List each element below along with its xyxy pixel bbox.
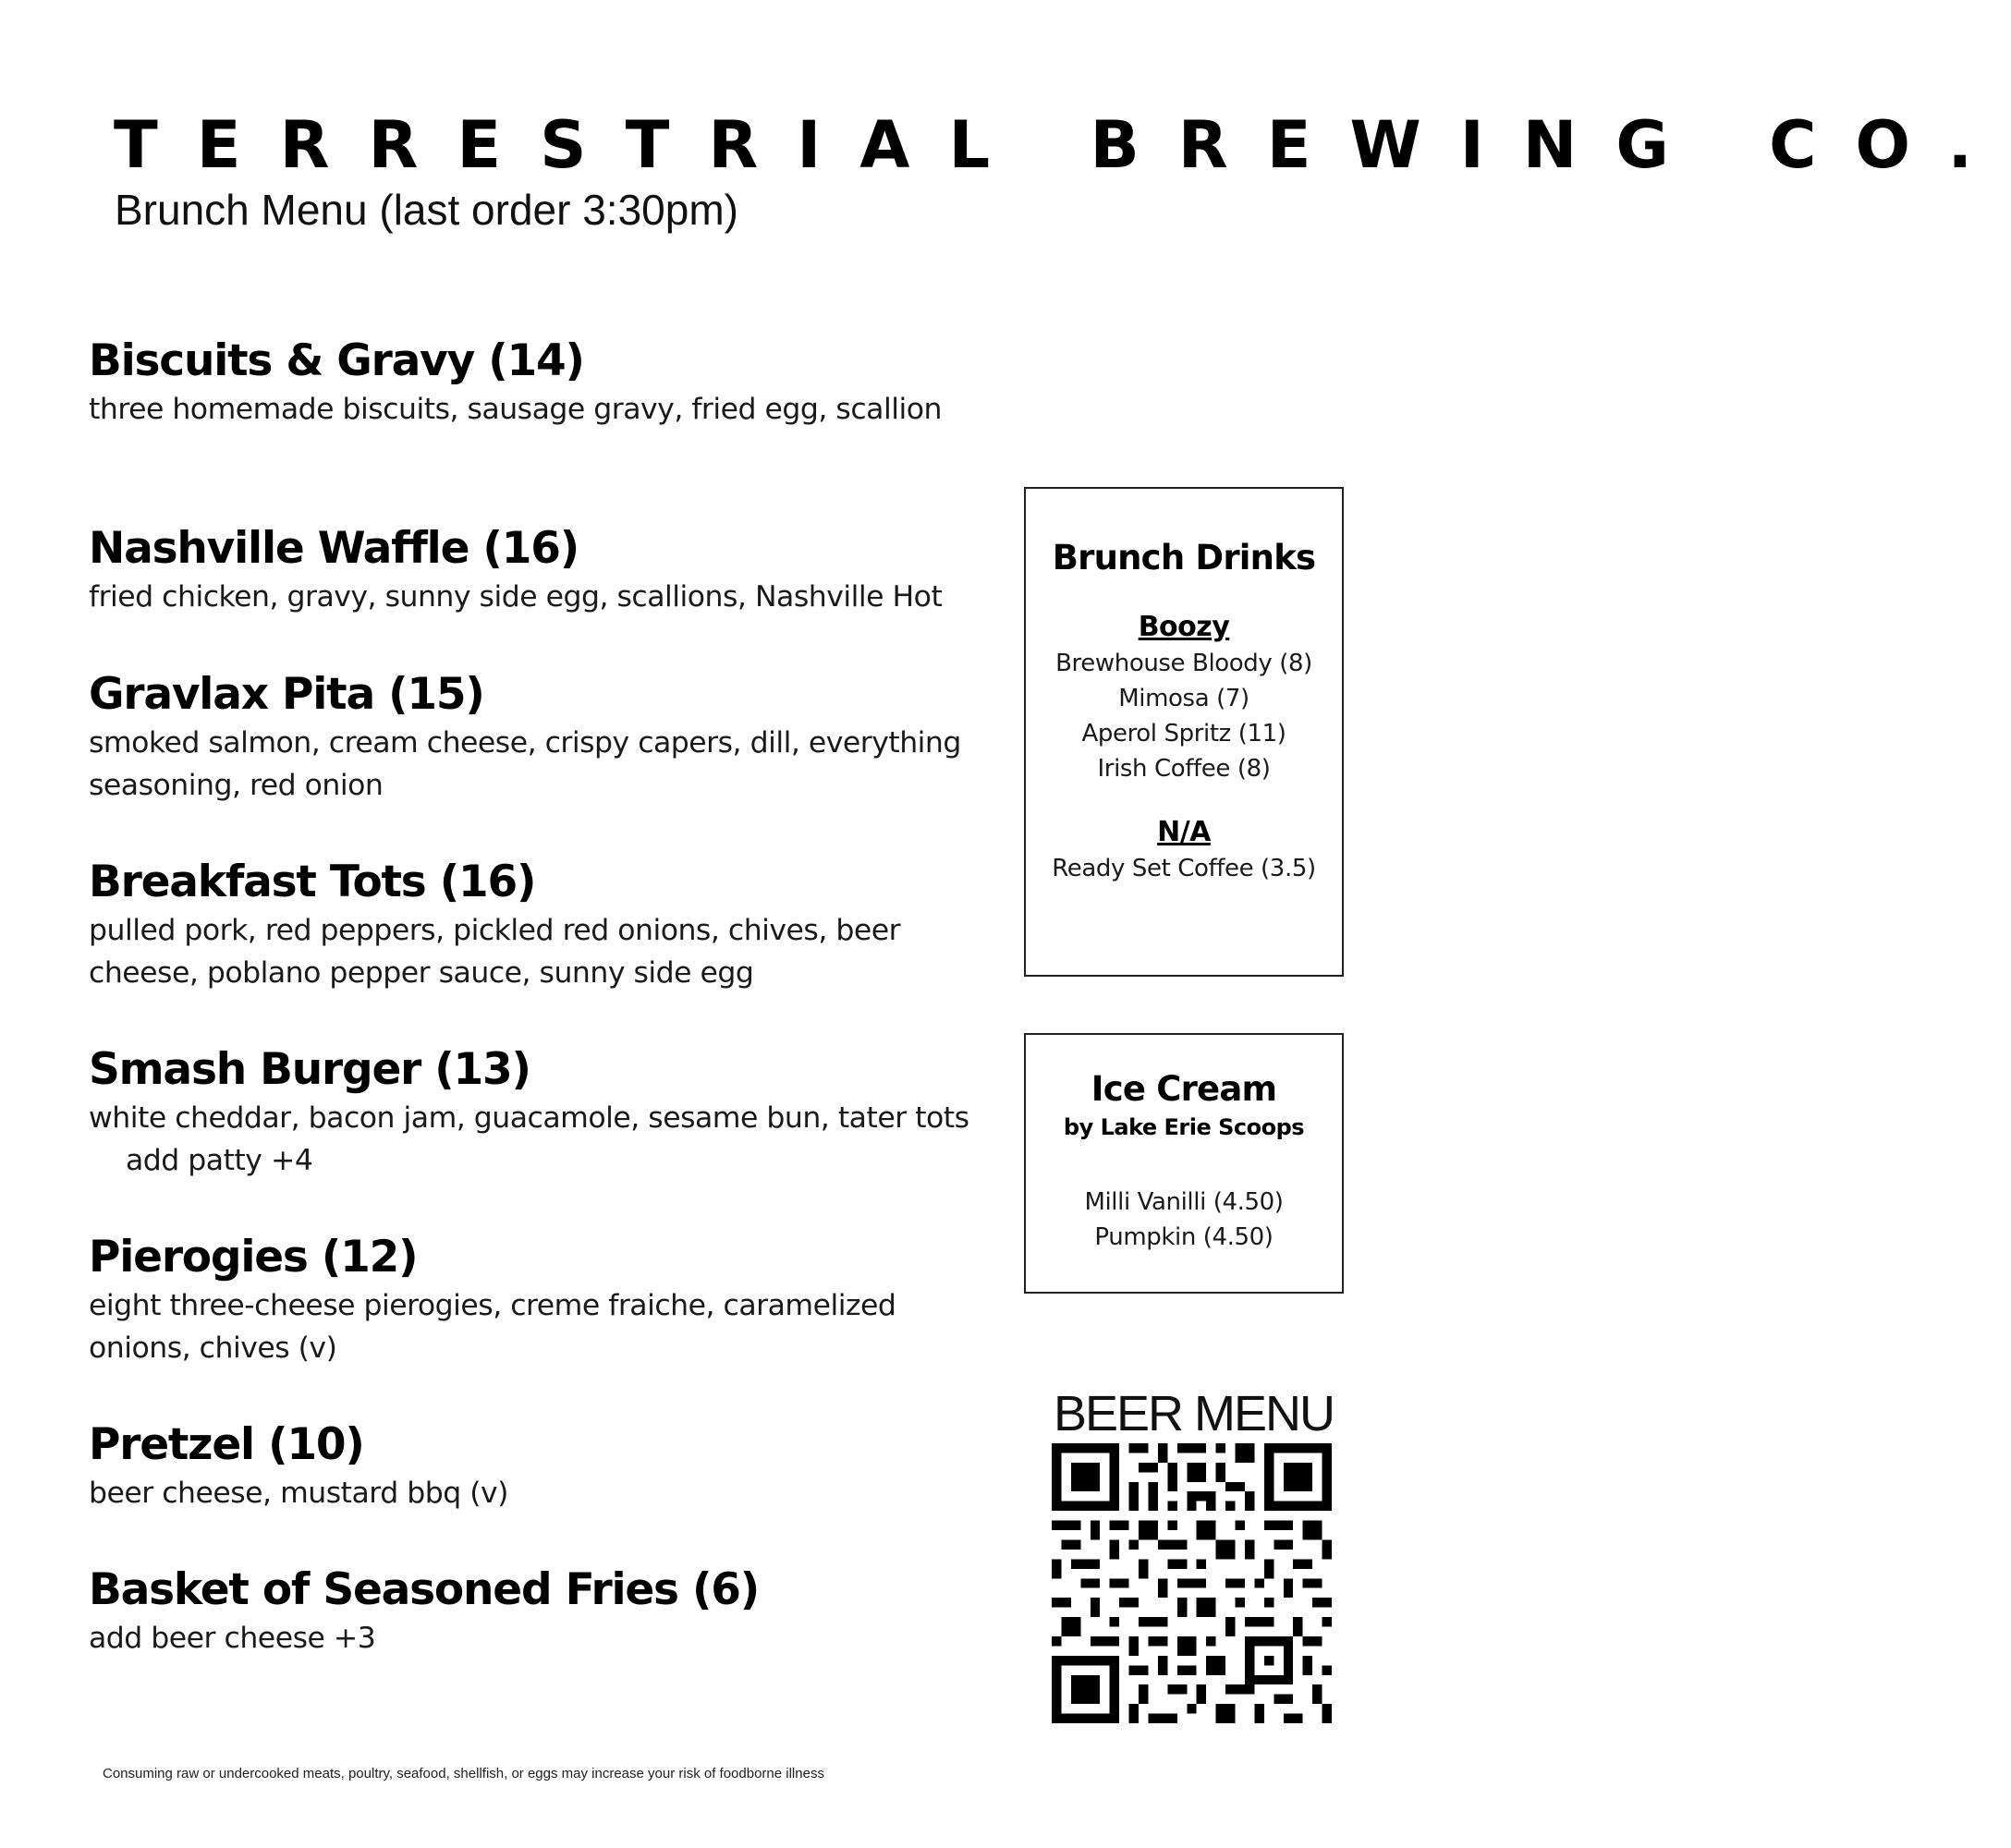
menu-item-gravlax-pita	[89, 668, 1004, 807]
qr-code-icon[interactable]	[1052, 1443, 1332, 1723]
ice-cream-item: Pumpkin (4.50)	[1094, 1223, 1274, 1251]
menu-item-description: smoked salmon, cream cheese, crispy capers, dill, everything seasoning, red onion	[89, 726, 961, 802]
menu-item-description: pulled pork, red peppers, pickled red onions, chives, beer cheese, poblano pepper sauce, sunny side egg	[89, 914, 901, 990]
menu-item-name: Nashville Waffle (16)	[89, 523, 579, 574]
menu-item-name: Breakfast Tots (16)	[89, 857, 536, 907]
menu-item-name: Pretzel (10)	[89, 1419, 364, 1470]
beer-menu-label: BEER MENU	[1054, 1386, 1335, 1441]
menu-item-breakfast-tots	[89, 856, 1004, 994]
menu-item-pretzel	[89, 1418, 1004, 1514]
menu-item-pierogies	[89, 1231, 1004, 1369]
menu-item-description: eight three-cheese pierogies, creme fraiche, caramelized onions, chives (v)	[89, 1289, 896, 1365]
page-subtitle: Brunch Menu (last order 3:30pm)	[115, 186, 738, 234]
boozy-heading: Boozy	[1138, 611, 1230, 643]
ice-cream-box	[1024, 1033, 1344, 1294]
ice-cream-title: Ice Cream	[1091, 1069, 1277, 1109]
menu-item-biscuits-gravy	[89, 334, 1004, 431]
footer-disclaimer: Consuming raw or undercooked meats, poultry, seafood, shellfish, or eggs may increase your risk of foodborne illness	[103, 1766, 824, 1781]
menu-item-name: Gravlax Pita (15)	[89, 669, 484, 720]
menu-item-description: add beer cheese +3	[89, 1622, 376, 1655]
page-title: TERRESTRIAL BREWING CO.	[114, 107, 2011, 183]
menu-item-addon: add patty +4	[126, 1144, 313, 1177]
na-heading: N/A	[1157, 816, 1211, 848]
menu-item-description: three homemade biscuits, sausage gravy, fried egg, scallion	[89, 393, 942, 426]
menu-item-name: Biscuits & Gravy (14)	[89, 335, 584, 386]
drink-item: Irish Coffee (8)	[1097, 755, 1271, 783]
drink-item: Ready Set Coffee (3.5)	[1052, 855, 1316, 882]
menu-item-smash-burger	[89, 1043, 1004, 1182]
menu-item-seasoned-fries	[89, 1563, 1004, 1660]
menu-item-description: fried chicken, gravy, sunny side egg, scallions, Nashville Hot	[89, 580, 943, 614]
brunch-drinks-title: Brunch Drinks	[1052, 538, 1316, 578]
drink-item: Brewhouse Bloody (8)	[1055, 650, 1312, 677]
menu-item-description: beer cheese, mustard bbq (v)	[89, 1477, 508, 1510]
menu-item-name: Smash Burger (13)	[89, 1044, 530, 1095]
menu-item-nashville-waffle	[89, 522, 1004, 618]
ice-cream-item: Milli Vanilli (4.50)	[1084, 1188, 1284, 1216]
menu-item-name: Basket of Seasoned Fries (6)	[89, 1564, 760, 1615]
drink-item: Aperol Spritz (11)	[1081, 720, 1286, 748]
menu-item-name: Pierogies (12)	[89, 1232, 418, 1283]
brunch-drinks-box	[1024, 487, 1344, 977]
drink-item: Mimosa (7)	[1118, 685, 1249, 712]
ice-cream-byline: by Lake Erie Scoops	[1063, 1114, 1305, 1140]
menu-item-description: white cheddar, bacon jam, guacamole, sesame bun, tater tots	[89, 1101, 969, 1135]
